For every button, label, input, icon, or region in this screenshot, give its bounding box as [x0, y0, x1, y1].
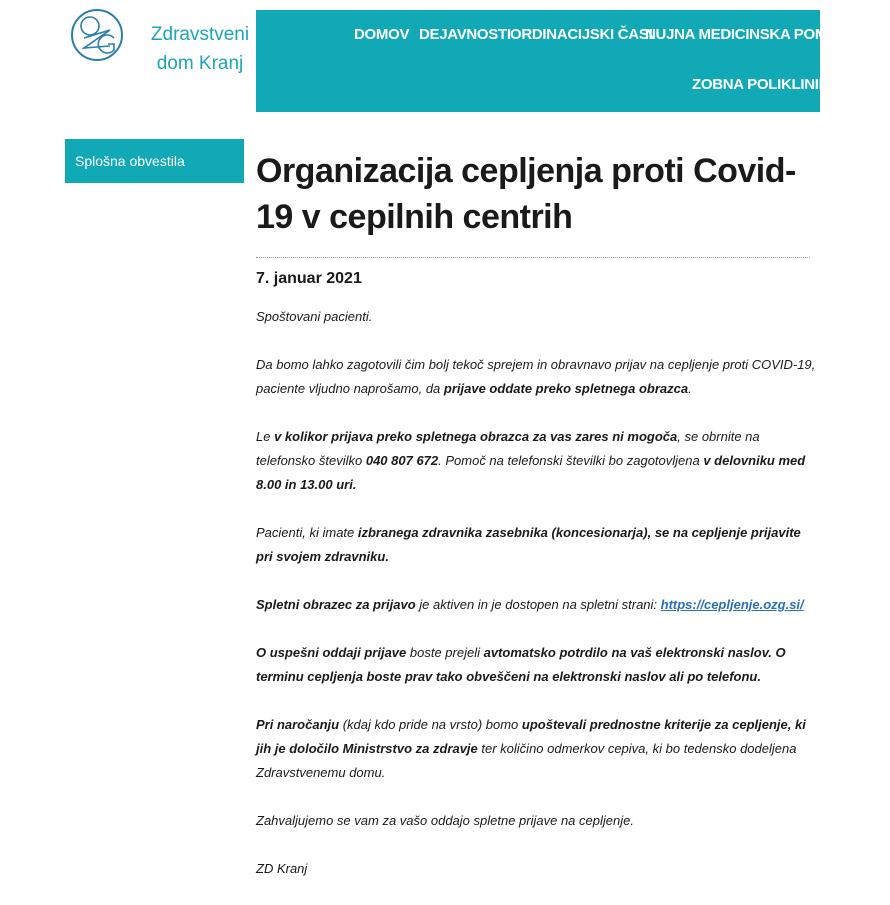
p2-text-f: v delovniku med 8.00 in 13.00 uri.: [256, 453, 806, 492]
p2-text-b: v kolikor prijava preko spletnega obrazca za vas zares ni mogoča: [274, 429, 678, 444]
title-divider: [256, 257, 810, 258]
ozg-logo-icon: [70, 8, 124, 62]
paragraph-6: [256, 713, 816, 785]
nav-item-nujna-medicinska-pomoc[interactable]: NUJNA MEDICINSKA POMOČ: [645, 26, 849, 43]
site-name-line1: Zdravstveni: [150, 24, 250, 45]
registration-link[interactable]: https://cepljenje.ozg.si/: [660, 597, 804, 612]
p7-text: Zahvaljujemo se vam za vašo oddajo spletne prijave na cepljenje.: [256, 813, 634, 828]
paragraph-signature: [256, 857, 816, 881]
p2-text-c: , se obrnite na telefonsko številko: [256, 429, 760, 468]
nav-item-zobna-poliklinika[interactable]: ZOBNA POLIKLINIKA: [692, 76, 840, 93]
paragraph-3: [256, 521, 816, 569]
greeting-text: Spoštovani pacienti.: [256, 309, 373, 324]
paragraph-2: [256, 425, 816, 497]
paragraph-7: [256, 809, 816, 833]
site-name: [150, 20, 250, 78]
p6-text-d: ter količino odmerkov cepiva, ki bo tedensko dodeljena Zdravstvenemu domu.: [256, 741, 797, 780]
sidebar-item-splosna-obvestila[interactable]: [65, 139, 244, 183]
article-date: 7. januar 2021: [256, 270, 362, 287]
article-title: Organizacija cepljenja proti Covid-19 v cepilnih centrih: [256, 152, 796, 236]
p3-text-b: izbranega zdravnika zasebnika (koncesionarja), se na cepljenje prijavite pri svojem zdravniku.: [256, 525, 801, 564]
p5-text-c: avtomatsko potrdilo na vaš elektronski naslov. O terminu cepljenja boste prav tako obveščeni na elektronski naslov ali po telefonu.: [256, 645, 786, 684]
paragraph-4: [256, 593, 816, 617]
paragraph-5: [256, 641, 816, 689]
p1-text-b: prijave oddate preko spletnega obrazca: [443, 381, 689, 396]
p4-text-b: je aktiven in je dostopen na spletni strani:: [415, 597, 661, 612]
paragraph-greeting: [256, 305, 816, 329]
p3-text-a: Pacienti, ki imate: [256, 525, 358, 540]
p5-text-b: boste prejeli: [406, 645, 484, 660]
nav-item-dejavnosti[interactable]: DEJAVNOSTI: [419, 26, 511, 43]
site-logo[interactable]: [70, 8, 250, 78]
p6-text-a: Pri naročanju: [256, 717, 340, 732]
p5-text-a: O uspešni oddaji prijave: [256, 645, 407, 660]
article-body: [256, 305, 816, 905]
p4-text-a: Spletni obrazec za prijavo: [256, 597, 416, 612]
p6-text-c: upoštevali prednostne kriterije za cepljenje, ki jih je določilo Ministrstvo za zdravje: [256, 717, 806, 756]
p6-text-b: (kdaj kdo pride na vrsto) bomo: [339, 717, 522, 732]
site-name-line2: dom Kranj: [156, 53, 244, 74]
sidebar-item-label: Splošna obvestila: [75, 153, 185, 169]
main-navigation: [256, 10, 849, 112]
p1-text-a: Da bomo lahko zagotovili čim bolj tekoč sprejem in obravnavo prijav na cepljenje proti COVID-19, paciente vljudno naprošamo, da: [256, 357, 816, 396]
p2-text-e: . Pomoč na telefonski številki bo zagotovljena: [438, 453, 704, 468]
paragraph-1: [256, 353, 816, 401]
p1-text-c: .: [688, 381, 692, 396]
p2-text-a: Le: [256, 429, 275, 444]
signature-text: ZD Kranj: [256, 861, 308, 876]
nav-item-ordinacijski-casi[interactable]: ORDINACIJSKI ČASI: [510, 26, 653, 43]
phone-number: 040 807 672: [365, 453, 439, 468]
nav-item-domov[interactable]: DOMOV: [354, 26, 410, 43]
